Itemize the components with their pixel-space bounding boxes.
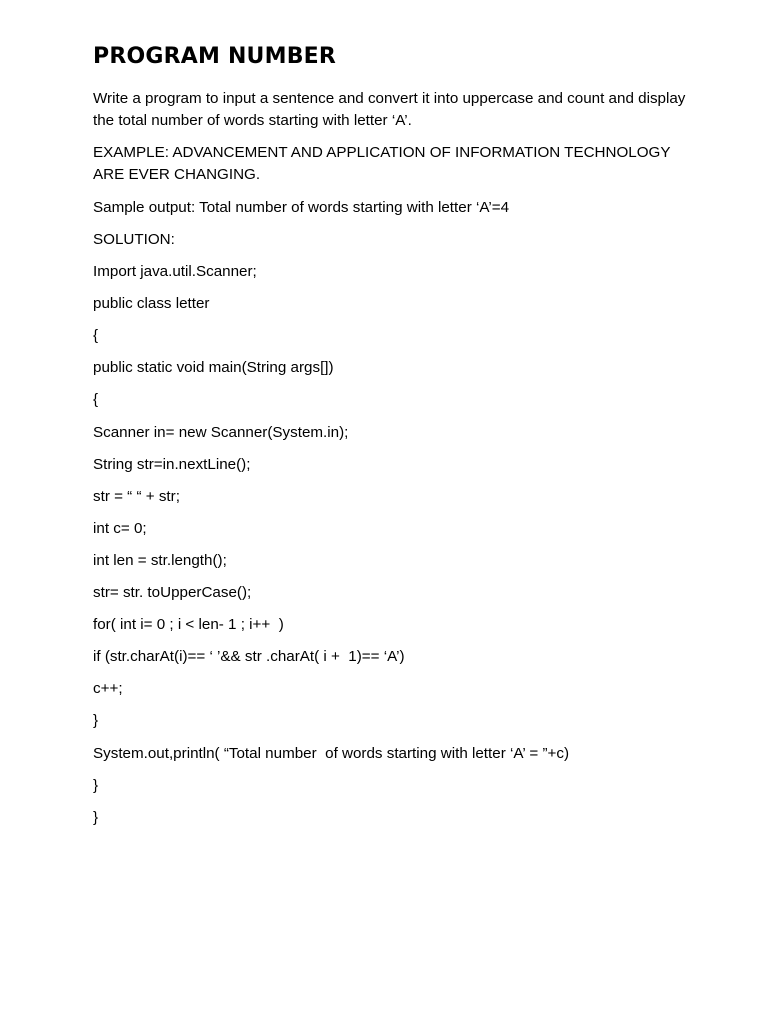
code-line: public static void main(String args[]) (93, 359, 334, 376)
code-line: } (93, 712, 99, 729)
code-line: } (93, 777, 99, 794)
example-text: EXAMPLE: ADVANCEMENT AND APPLICATION OF INFORMATION TECHNOLOGY ARE EVER CHANGING. (93, 144, 671, 183)
code-line: Scanner in= new Scanner(System.in); (93, 424, 349, 441)
code-line: for( int i= 0 ; i < len- 1 ; i++ ) (93, 616, 284, 633)
document-title: PROGRAM NUMBER (93, 44, 337, 69)
solution-label: SOLUTION: (93, 231, 175, 248)
sample-output-text: Sample output: Total number of words starting with letter ‘A’=4 (93, 199, 510, 216)
code-line: str= str. toUpperCase(); (93, 584, 252, 601)
code-line: Import java.util.Scanner; (93, 263, 257, 280)
code-line: String str=in.nextLine(); (93, 456, 251, 473)
code-line: str = “ “ + str; (93, 488, 180, 505)
code-line: int c= 0; (93, 520, 147, 537)
code-line: } (93, 809, 99, 826)
question-text: Write a program to input a sentence and convert it into uppercase and count and display the total number of words starting with letter ‘A’. (93, 90, 686, 129)
code-line: int len = str.length(); (93, 552, 227, 569)
code-line: System.out,println( “Total number of words starting with letter ‘A’ = ”+c) (93, 745, 570, 762)
code-line: if (str.charAt(i)== ‘ ’&& str .charAt( i + 1)== ‘A’) (93, 648, 405, 665)
code-line: public class letter (93, 295, 210, 312)
code-line: c++; (93, 680, 123, 697)
code-line: { (93, 327, 99, 344)
code-line: { (93, 391, 99, 408)
